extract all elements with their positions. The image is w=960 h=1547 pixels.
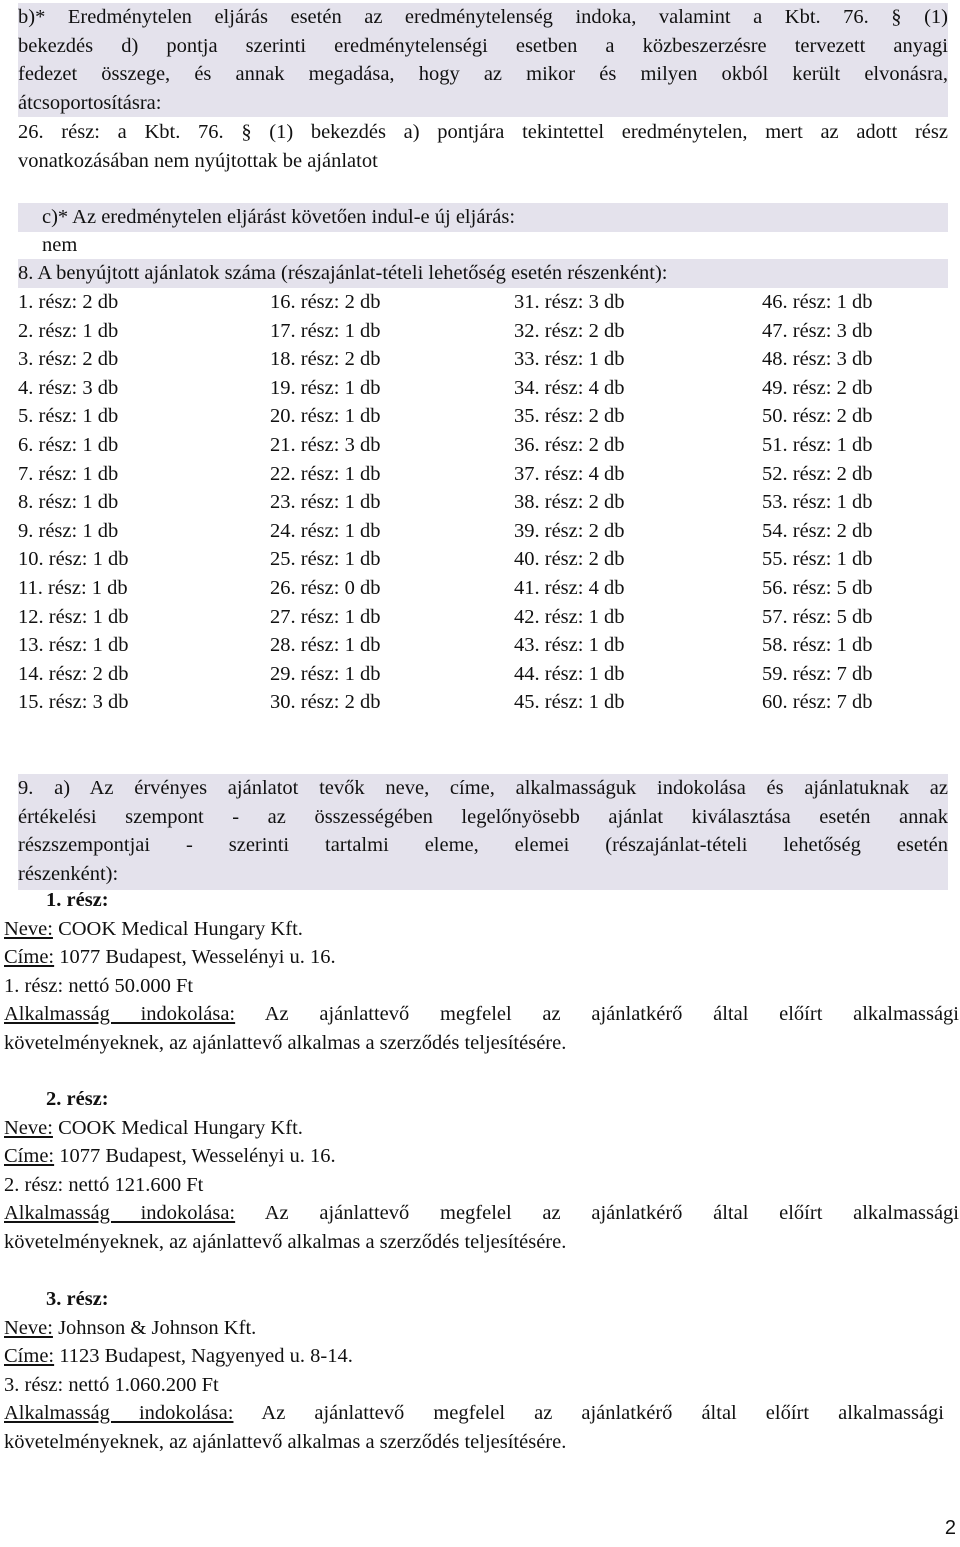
offers-cell: 19. rész: 1 db bbox=[270, 376, 381, 399]
lot-justification-cont: követelményeknek, az ajánlattevő alkalmas a szerződés teljesítésére. bbox=[4, 1230, 567, 1253]
offers-cell: 17. rész: 1 db bbox=[270, 319, 381, 342]
offers-cell: 34. rész: 4 db bbox=[514, 376, 625, 399]
lot-name bbox=[4, 1114, 959, 1143]
offers-cell: 18. rész: 2 db bbox=[270, 348, 381, 371]
section-b-line: fedezet összege, és annak megadása, hogy az mikor és milyen okból került elvonásra, bbox=[18, 63, 948, 85]
lot-name bbox=[4, 915, 959, 944]
address-label: Címe: bbox=[4, 946, 55, 968]
section-9-line: 9. a) Az érvényes ajánlatot tevők neve, címe, alkalmasságuk indokolása és ajánlatuknak az bbox=[18, 777, 948, 799]
offers-row bbox=[18, 545, 948, 574]
offers-cell: 55. rész: 1 db bbox=[762, 548, 873, 571]
offers-row bbox=[18, 374, 948, 403]
section-c-answer-text: nem bbox=[42, 234, 78, 256]
address-value: 1123 Budapest, Nagyenyed u. 8-14. bbox=[54, 1345, 353, 1367]
offers-cell: 7. rész: 1 db bbox=[18, 462, 119, 485]
name-label: Neve: bbox=[4, 1316, 53, 1339]
section-b-answer bbox=[18, 118, 948, 175]
offers-cell: 50. rész: 2 db bbox=[762, 405, 873, 428]
offers-cell: 12. rész: 1 db bbox=[18, 605, 129, 628]
offers-cell: 1. rész: 2 db bbox=[18, 291, 119, 313]
justification-label: Alkalmasság indokolása: bbox=[4, 1402, 234, 1424]
section-9-line: részszempontjai - szerinti tartalmi eleme, elemei (részajánlat-tételi lehetőség esetén bbox=[18, 834, 948, 856]
section-8-heading bbox=[18, 259, 948, 288]
offers-cell: 31. rész: 3 db bbox=[514, 291, 625, 313]
offers-cell: 48. rész: 3 db bbox=[762, 348, 873, 371]
name-value: COOK Medical Hungary Kft. bbox=[52, 917, 303, 940]
section-9-question bbox=[18, 774, 948, 890]
offers-cell: 9. rész: 1 db bbox=[18, 519, 119, 542]
section-c-question bbox=[18, 203, 948, 232]
lot-price: 1. rész: nettó 50.000 Ft bbox=[4, 974, 194, 997]
address-value: 1077 Budapest, Wesselényi u. 16. bbox=[54, 1145, 336, 1167]
offers-row bbox=[18, 688, 948, 717]
lot-price: 2. rész: nettó 121.600 Ft bbox=[4, 1173, 204, 1196]
lot-justification bbox=[4, 1199, 959, 1228]
lot-title: 2. rész: bbox=[46, 1088, 109, 1110]
offers-cell: 58. rész: 1 db bbox=[762, 634, 873, 657]
offers-cell: 27. rész: 1 db bbox=[270, 605, 381, 628]
offers-cell: 6. rész: 1 db bbox=[18, 433, 119, 456]
offers-cell: 33. rész: 1 db bbox=[514, 348, 625, 371]
offers-cell: 30. rész: 2 db bbox=[270, 691, 381, 714]
lot-name bbox=[4, 1314, 944, 1343]
offers-cell: 24. rész: 1 db bbox=[270, 519, 381, 542]
offers-cell: 3. rész: 2 db bbox=[18, 348, 119, 371]
offers-cell: 57. rész: 5 db bbox=[762, 605, 873, 628]
address-value: 1077 Budapest, Wesselényi u. 16. bbox=[54, 946, 336, 968]
section-c-question-text: c)* Az eredménytelen eljárást követően indul-e új eljárás: bbox=[42, 206, 516, 228]
justification-text: Az ajánlattevő megfelel az ajánlatkérő által előírt alkalmassági bbox=[235, 1202, 959, 1224]
lot-justification bbox=[4, 1000, 959, 1029]
offers-cell: 42. rész: 1 db bbox=[514, 605, 625, 628]
offers-cell: 29. rész: 1 db bbox=[270, 662, 381, 685]
section-b-question bbox=[18, 3, 948, 117]
section-b-line: bekezdés d) pontja szerinti eredménytelenségi esetben a közbeszerzésre tervezett anyagi bbox=[18, 34, 948, 57]
offers-cell: 20. rész: 1 db bbox=[270, 405, 381, 428]
offers-cell: 38. rész: 2 db bbox=[514, 491, 625, 514]
offers-cell: 32. rész: 2 db bbox=[514, 319, 625, 342]
lot-justification bbox=[4, 1399, 944, 1428]
offers-cell: 2. rész: 1 db bbox=[18, 319, 119, 342]
offers-cell: 60. rész: 7 db bbox=[762, 691, 873, 714]
section-8-heading-text: 8. A benyújtott ajánlatok száma (részajánlat-tételi lehetőség esetén részenként): bbox=[18, 262, 668, 284]
lot-address bbox=[4, 1342, 944, 1371]
lot-block bbox=[4, 886, 959, 1057]
address-label: Címe: bbox=[4, 1345, 55, 1367]
page-number: 2 bbox=[944, 1517, 956, 1539]
offers-cell: 56. rész: 5 db bbox=[762, 576, 873, 599]
offers-cell: 25. rész: 1 db bbox=[270, 548, 381, 571]
name-value: COOK Medical Hungary Kft. bbox=[52, 1116, 303, 1139]
offers-row bbox=[18, 488, 948, 517]
offers-cell: 16. rész: 2 db bbox=[270, 291, 381, 313]
offers-cell: 49. rész: 2 db bbox=[762, 376, 873, 399]
justification-text: Az ajánlattevő megfelel az ajánlatkérő által előírt alkalmassági bbox=[235, 1003, 959, 1025]
offers-cell: 59. rész: 7 db bbox=[762, 662, 873, 685]
lot-title: 1. rész: bbox=[46, 889, 109, 911]
offers-row bbox=[18, 402, 948, 431]
offers-cell: 53. rész: 1 db bbox=[762, 491, 873, 514]
section-b-line: b)* Eredménytelen eljárás esetén az eredménytelenség indoka, valamint a Kbt. 76. § (1) bbox=[18, 6, 948, 28]
offers-row bbox=[18, 288, 948, 317]
offers-cell: 4. rész: 3 db bbox=[18, 376, 119, 399]
offers-cell: 8. rész: 1 db bbox=[18, 491, 119, 514]
offers-cell: 15. rész: 3 db bbox=[18, 691, 129, 714]
offers-row bbox=[18, 517, 948, 546]
name-value: Johnson & Johnson Kft. bbox=[52, 1316, 257, 1339]
offers-cell: 26. rész: 0 db bbox=[270, 576, 381, 599]
offers-cell: 21. rész: 3 db bbox=[270, 433, 381, 456]
lot-block bbox=[4, 1285, 944, 1456]
justification-label: Alkalmasság indokolása: bbox=[4, 1003, 236, 1025]
offers-row bbox=[18, 603, 948, 632]
offers-count-grid bbox=[18, 288, 948, 717]
lot-justification-cont: követelményeknek, az ajánlattevő alkalmas a szerződés teljesítésére. bbox=[4, 1430, 567, 1453]
name-label: Neve: bbox=[4, 1116, 53, 1139]
offers-cell: 52. rész: 2 db bbox=[762, 462, 873, 485]
offers-cell: 22. rész: 1 db bbox=[270, 462, 381, 485]
offers-cell: 46. rész: 1 db bbox=[762, 291, 873, 313]
justification-text: Az ajánlattevő megfelel az ajánlatkérő által előírt alkalmassági bbox=[233, 1402, 944, 1424]
offers-row bbox=[18, 317, 948, 346]
lot-block bbox=[4, 1085, 959, 1256]
offers-cell: 14. rész: 2 db bbox=[18, 662, 129, 685]
offers-cell: 45. rész: 1 db bbox=[514, 691, 625, 714]
offers-cell: 51. rész: 1 db bbox=[762, 433, 873, 456]
offers-row bbox=[18, 574, 948, 603]
section-9-line: értékelési szempont - az összességében legelőnyösebb ajánlat kiválasztása esetén annak bbox=[18, 805, 948, 828]
offers-cell: 5. rész: 1 db bbox=[18, 405, 119, 428]
offers-row bbox=[18, 631, 948, 660]
section-b-answer-line: vonatkozásában nem nyújtottak be ajánlatot bbox=[18, 149, 378, 172]
lot-justification-cont: követelményeknek, az ajánlattevő alkalmas a szerződés teljesítésére. bbox=[4, 1031, 567, 1054]
justification-label: Alkalmasság indokolása: bbox=[4, 1202, 236, 1224]
offers-cell: 37. rész: 4 db bbox=[514, 462, 625, 485]
offers-cell: 23. rész: 1 db bbox=[270, 491, 381, 514]
section-b-answer-line: 26. rész: a Kbt. 76. § (1) bekezdés a) pontjára tekintettel eredménytelen, mert az adott rész bbox=[18, 121, 948, 143]
offers-cell: 10. rész: 1 db bbox=[18, 548, 129, 571]
offers-cell: 11. rész: 1 db bbox=[18, 576, 128, 599]
offers-cell: 41. rész: 4 db bbox=[514, 576, 625, 599]
lot-address bbox=[4, 943, 959, 972]
offers-row bbox=[18, 660, 948, 689]
offers-row bbox=[18, 345, 948, 374]
lot-price: 3. rész: nettó 1.060.200 Ft bbox=[4, 1373, 219, 1396]
offers-cell: 40. rész: 2 db bbox=[514, 548, 625, 571]
offers-cell: 36. rész: 2 db bbox=[514, 433, 625, 456]
section-b-line: átcsoportosításra: bbox=[18, 91, 162, 114]
offers-row bbox=[18, 460, 948, 489]
offers-cell: 35. rész: 2 db bbox=[514, 405, 625, 428]
lot-title: 3. rész: bbox=[46, 1288, 109, 1310]
section-9-line: részenként): bbox=[18, 862, 119, 885]
offers-cell: 13. rész: 1 db bbox=[18, 634, 129, 657]
section-c-answer bbox=[18, 231, 948, 260]
offers-cell: 28. rész: 1 db bbox=[270, 634, 381, 657]
offers-cell: 47. rész: 3 db bbox=[762, 319, 873, 342]
offers-cell: 39. rész: 2 db bbox=[514, 519, 625, 542]
offers-row bbox=[18, 431, 948, 460]
offers-cell: 44. rész: 1 db bbox=[514, 662, 625, 685]
name-label: Neve: bbox=[4, 917, 53, 940]
offers-cell: 43. rész: 1 db bbox=[514, 634, 625, 657]
address-label: Címe: bbox=[4, 1145, 55, 1167]
lot-address bbox=[4, 1142, 959, 1171]
offers-cell: 54. rész: 2 db bbox=[762, 519, 873, 542]
